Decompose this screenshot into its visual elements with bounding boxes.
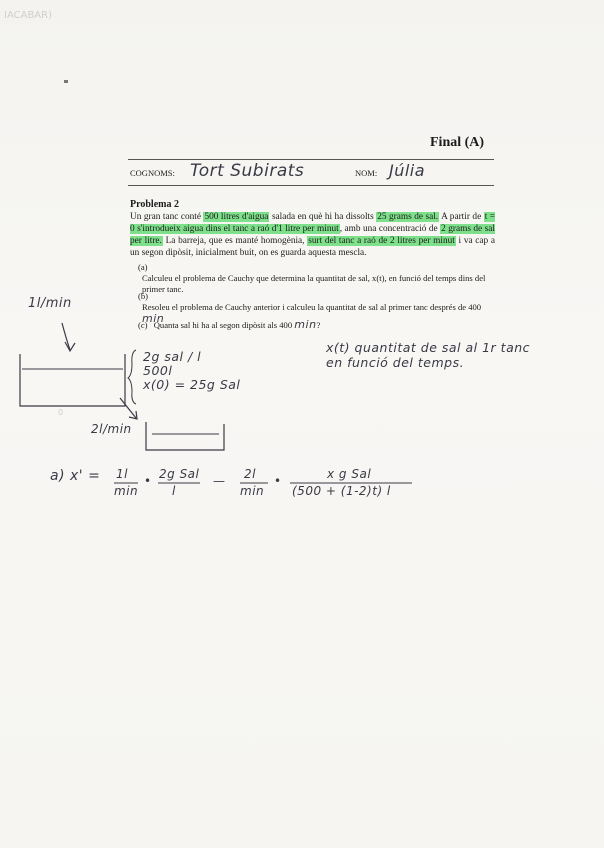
question-b-hand-unit: min [142, 312, 165, 325]
cognoms-label: COGNOMS: [130, 168, 175, 178]
term1-numerator: 1l [116, 467, 128, 481]
outflow-arrow [120, 398, 136, 418]
corner-note: IACABAR) [4, 10, 52, 21]
term1-denominator: min [114, 484, 139, 498]
highlighted-phrase: 500 litres d'aigua [204, 212, 269, 222]
question-c-hand-unit: min [294, 318, 317, 331]
highlighted-phrase: t = 0 s'introdueix aigua dins el tanc a raó d'1 litre per minut [130, 212, 496, 234]
exam-title: Final (A) [430, 135, 485, 150]
statement-text: Un gran tanc conté [130, 212, 204, 222]
tank-notes [143, 350, 240, 392]
statement-text: i va cap a un segon dipòsit, inicialment buit, on es guarda aquesta mescla. [130, 236, 496, 258]
statement-text: , amb una concentració de [339, 224, 441, 234]
minus-sign: — [213, 474, 226, 488]
inflow-arrow [62, 323, 70, 350]
highlighted-phrase: 2 grams de sal per litre. [130, 224, 495, 246]
question-c-after: ? [316, 320, 321, 330]
nom-value: Júlia [389, 161, 426, 180]
tank-1-outline [20, 354, 125, 406]
highlighted-phrase: surt del tanc a raó de 2 litres per minut [308, 236, 455, 246]
term4-numerator: x g Sal [327, 467, 372, 481]
cognoms-value: Tort Subirats [190, 161, 305, 181]
inflow-rate: 1l/min [28, 296, 72, 311]
tank-notes-brace [128, 350, 136, 404]
question-a-text: Calculeu el problema de Cauchy que determina la quantitat de sal, x(t), en funció del temps dins del primer tanc. [142, 273, 486, 294]
dot-2: • [274, 474, 282, 488]
term2-numerator: 2g Sal [159, 467, 200, 481]
question-a-label: (a) [138, 262, 148, 272]
statement-text: salada en què hi ha dissolts [269, 212, 377, 222]
dot-1: • [144, 474, 152, 488]
question-b-text: Resoleu el problema de Cauchy anterior i calculeu la quantitat de sal al primer tanc després de 400 [142, 302, 482, 312]
outflow-rate: 2l/min [91, 422, 132, 436]
question-b-label: (b) [138, 291, 149, 301]
question-c-text: Quanta sal hi ha al segon dipòsit als 400 [153, 320, 295, 330]
tank-note-volume: 500l [143, 363, 173, 378]
problem-heading: Problema 2 [130, 199, 179, 210]
nom-label: NOM: [355, 168, 378, 178]
term4-denominator: (500 + (1-2)t) l [292, 484, 391, 498]
definition-note: x(t) quantitat de sal al 1r tanc en funció del temps. [326, 340, 531, 370]
tank-small-label: 0 [58, 408, 64, 417]
question-c-label: (c) [138, 320, 148, 330]
statement-text: La barreja, que es manté homogènia, [162, 236, 308, 246]
equation-label: a) x' = [50, 468, 101, 484]
statement-text: A partir de [439, 212, 484, 222]
tank-2-outline [146, 422, 224, 450]
term3-denominator: min [240, 484, 265, 498]
term2-denominator: l [172, 484, 176, 498]
highlighted-phrase: 25 grams de sal. [377, 212, 439, 222]
term3-numerator: 2l [244, 467, 256, 481]
tank-note-initial: x(0) = 25g Sal [143, 377, 241, 392]
tank-note-concentration: 2g sal / l [143, 349, 202, 364]
